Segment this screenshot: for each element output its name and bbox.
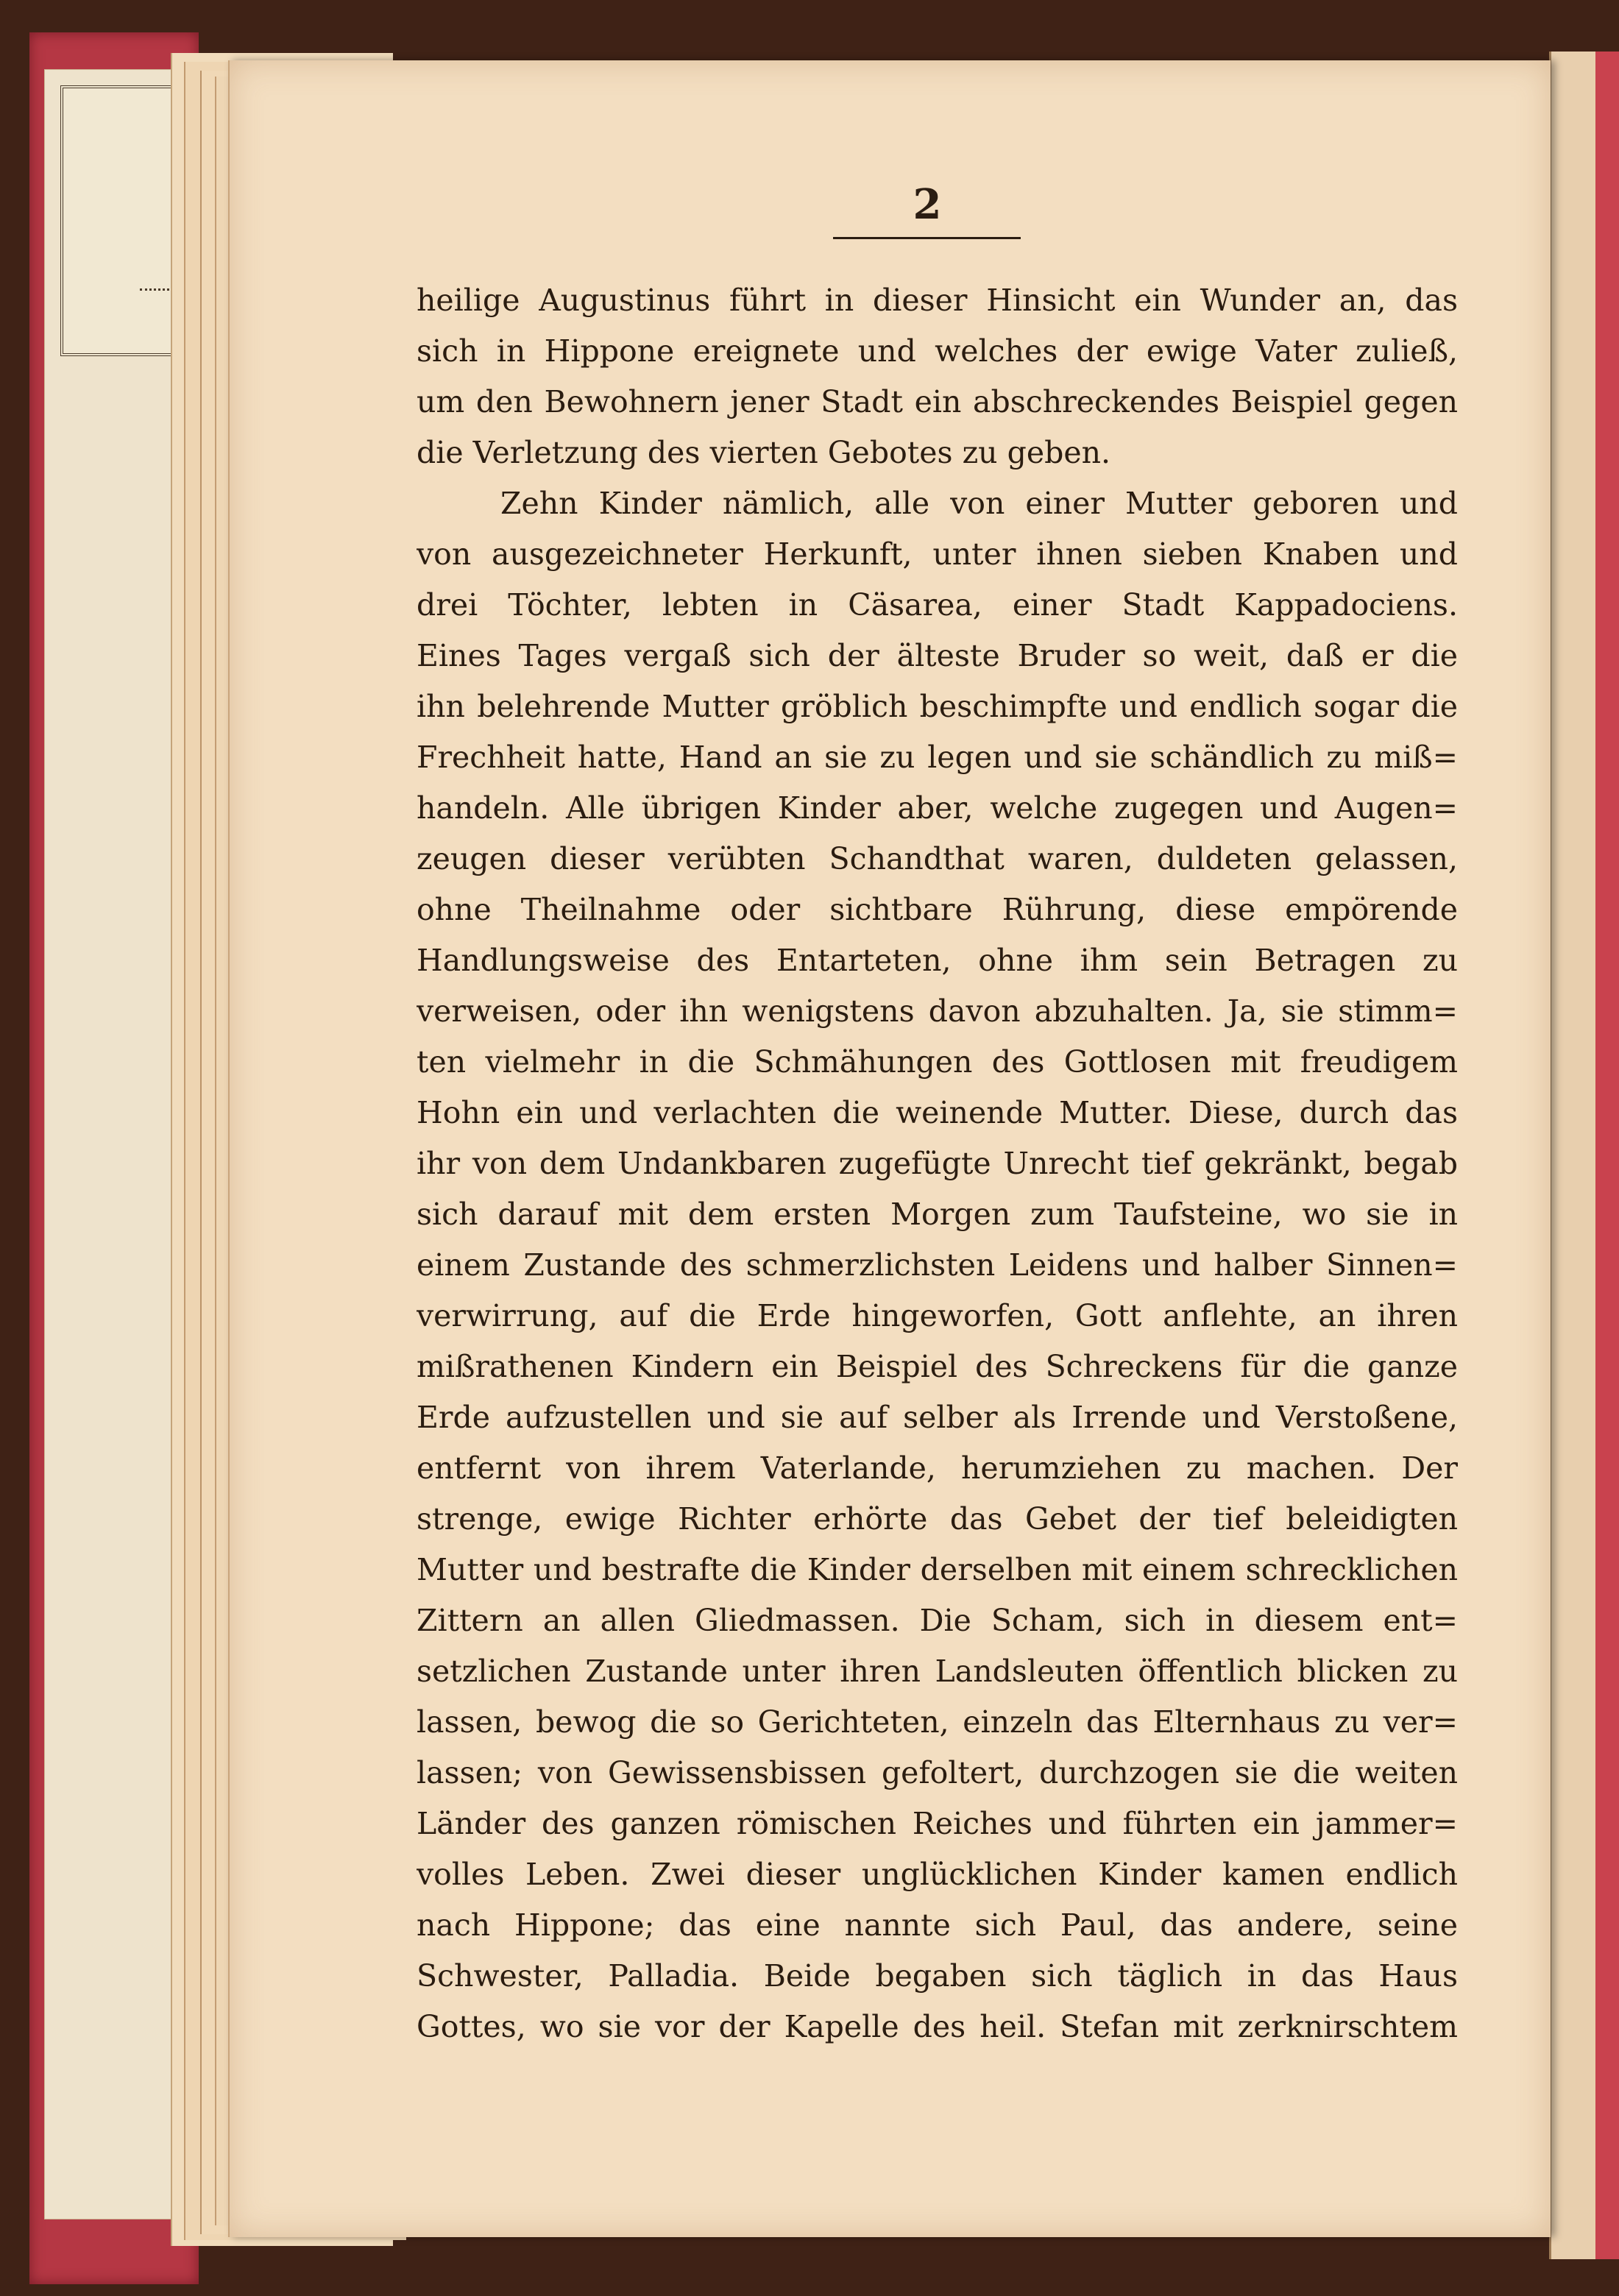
text-line: Mutter und bestrafte die Kinder derselben mit einem schrecklichen [417, 1552, 1458, 1587]
text-line: ihn belehrende Mutter gröblich beschimpfte und endlich sogar die [417, 689, 1458, 724]
text-line: entfernt von ihrem Vaterlande, herumziehen zu machen. Der [417, 1450, 1458, 1486]
text-line: drei Töchter, lebten in Cäsarea, einer Stadt Kappadociens. [417, 587, 1458, 623]
text-line: Handlungsweise des Entarteten, ohne ihm sein Betragen zu [417, 943, 1458, 978]
text-line: lassen, bewog die so Gerichteten, einzeln das Elternhaus zu ver= [417, 1704, 1458, 1740]
text-line: heilige Augustinus führt in dieser Hinsicht ein Wunder an, das [417, 283, 1458, 318]
text-line: strenge, ewige Richter erhörte das Gebet der tief beleidigten [417, 1501, 1458, 1537]
text-line: um den Bewohnern jener Stadt ein abschreckendes Beispiel gegen [417, 384, 1458, 419]
page-number: 2 [913, 180, 942, 229]
text-line: sich in Hippone ereignete und welches der ewige Vater zuließ, [417, 333, 1458, 369]
text-line: mißrathenen Kindern ein Beispiel des Schreckens für die ganze [417, 1349, 1458, 1384]
text-line: Schwester, Palladia. Beide begaben sich täglich in das Haus [417, 1958, 1458, 1994]
text-line: Eines Tages vergaß sich der älteste Bruder so weit, daß er die [417, 638, 1458, 673]
text-line: einem Zustande des schmerzlichsten Leidens und halber Sinnen= [417, 1247, 1458, 1283]
text-line: Frechheit hatte, Hand an sie zu legen und sie schändlich zu miß= [417, 740, 1458, 775]
text-line: Länder des ganzen römischen Reiches und führten ein jammer= [417, 1806, 1458, 1841]
text-line: Gottes, wo sie vor der Kapelle des heil. Stefan mit zerknirschtem [417, 2009, 1458, 2044]
text-line: ohne Theilnahme oder sichtbare Rührung, diese empörende [417, 892, 1458, 927]
header-rule [833, 237, 1021, 239]
text-line: verwirrung, auf die Erde hingeworfen, Gott anflehte, an ihren [417, 1298, 1458, 1333]
text-line: volles Leben. Zwei dieser unglücklichen Kinder kamen endlich [417, 1857, 1458, 1892]
text-line: sich darauf mit dem ersten Morgen zum Taufsteine, wo sie in [417, 1197, 1458, 1232]
text-line: Zehn Kinder nämlich, alle von einer Mutter geboren und [500, 486, 1458, 521]
text-line: verweisen, oder ihn wenigstens davon abzuhalten. Ja, sie stimm= [417, 993, 1458, 1029]
red-book-cover-right [1595, 52, 1619, 2259]
text-line: die Verletzung des vierten Gebotes zu geben. [417, 435, 1111, 470]
text-line: handeln. Alle übrigen Kinder aber, welche zugegen und Augen= [417, 790, 1458, 826]
text-line: Zittern an allen Gliedmassen. Die Scham, sich in diesem ent= [417, 1603, 1458, 1638]
text-line: Erde aufzustellen und sie auf selber als Irrende und Verstoßene, [417, 1400, 1458, 1435]
text-line: setzlichen Zustande unter ihren Landsleuten öffentlich blicken zu [417, 1654, 1458, 1689]
text-line: Hohn ein und verlachten die weinende Mutter. Diese, durch das [417, 1095, 1458, 1130]
body-text [417, 275, 1458, 2052]
text-line: ten vielmehr in die Schmähungen des Gottlosen mit freudigem [417, 1044, 1458, 1080]
text-line: von ausgezeichneter Herkunft, unter ihnen sieben Knaben und [417, 536, 1458, 572]
text-line: ihr von dem Undankbaren zugefügte Unrecht tief gekränkt, begab [417, 1146, 1458, 1181]
text-line: nach Hippone; das eine nannte sich Paul, das andere, seine [417, 1907, 1458, 1943]
text-line: zeugen dieser verübten Schandthat waren, duldeten gelassen, [417, 841, 1458, 876]
text-line: lassen; von Gewissensbissen gefoltert, durchzogen sie die weiten [417, 1755, 1458, 1790]
